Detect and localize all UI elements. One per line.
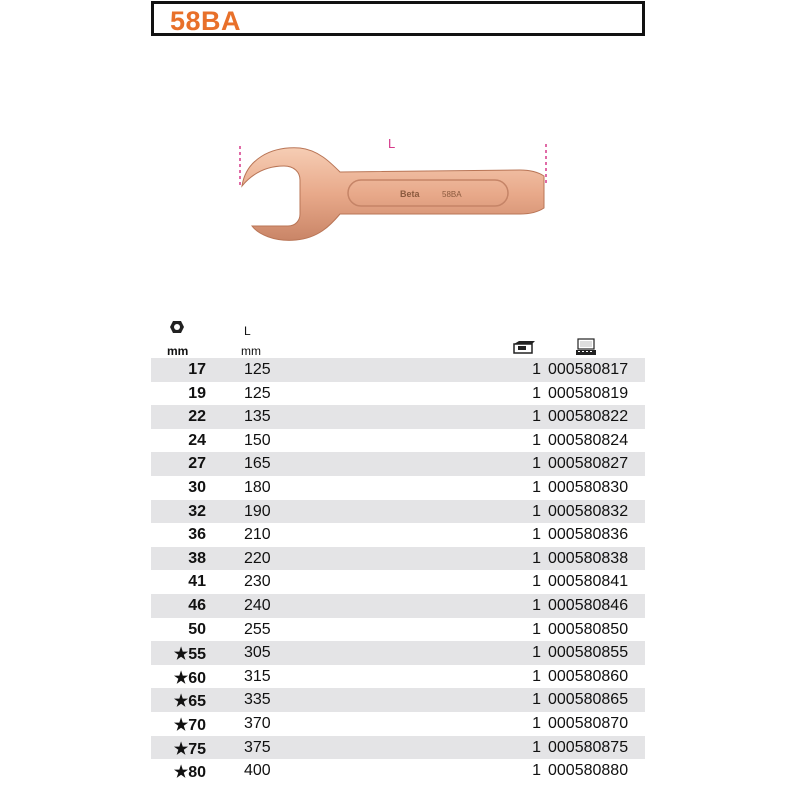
quantity-cell: 1 [532,408,541,426]
length-cell: 305 [244,644,271,662]
wrench-body [242,148,544,240]
size-cell: ★70 [173,716,206,734]
quantity-cell: 1 [532,478,541,496]
code-cell: 000580880 [548,762,629,780]
size-cell: 24 [188,431,206,449]
table-row [151,618,645,642]
size-cell: 36 [188,526,206,544]
length-cell: 125 [244,384,271,402]
size-cell: 19 [188,384,206,402]
size-cell: ★75 [173,740,206,758]
table-header [151,318,645,358]
table-row [151,712,645,736]
length-cell: 165 [244,455,271,473]
size-cell: 30 [188,478,206,496]
quantity-cell: 1 [532,502,541,520]
length-cell: 210 [244,526,271,544]
table-row [151,476,645,500]
size-cell: 38 [188,549,206,567]
title-box [151,1,645,36]
length-cell: 255 [244,620,271,638]
code-cell: 000580822 [548,408,629,426]
code-cell: 000580838 [548,549,629,567]
table-row [151,405,645,429]
length-cell: 150 [244,431,271,449]
table-row [151,688,645,712]
length-cell: 375 [244,738,271,756]
quantity-cell: 1 [532,526,541,544]
hex-nut-icon [169,320,185,337]
size-cell: ★55 [173,646,206,664]
code-cell: 000580836 [548,526,629,544]
quantity-cell: 1 [532,762,541,780]
code-cell: 000580841 [548,573,629,591]
length-cell: 125 [244,361,271,378]
computer-terminal-icon [575,338,597,359]
size-cell: ★80 [173,764,206,782]
code-cell: 000580819 [548,384,629,402]
quantity-cell: 1 [532,620,541,638]
table-row [151,594,645,618]
quantity-cell: 1 [532,549,541,567]
code-cell: 000580817 [548,361,629,378]
code-cell: 000580846 [548,596,629,614]
table-row [151,429,645,453]
quantity-cell: 1 [532,738,541,756]
quantity-cell: 1 [532,455,541,473]
code-cell: 000580832 [548,502,629,520]
code-cell: 000580870 [548,714,629,732]
size-cell: 46 [188,596,206,614]
length-cell: 315 [244,667,271,685]
code-cell: 000580875 [548,738,629,756]
length-unit: mm [241,344,261,358]
size-cell: 50 [188,620,206,638]
length-cell: 190 [244,502,271,520]
size-cell: 27 [188,455,206,473]
size-cell: 22 [188,408,206,426]
page-title: 58BA [170,6,242,36]
code-cell: 000580824 [548,431,629,449]
table-row [151,500,645,524]
size-cell: 32 [188,502,206,520]
length-label: L [244,324,251,338]
table-row [151,547,645,571]
dimension-label: L [388,136,396,151]
code-cell: 000580830 [548,478,629,496]
size-cell: ★65 [173,693,206,711]
table-row [151,452,645,476]
quantity-cell: 1 [532,667,541,685]
handle-model: 58BA [442,190,462,199]
quantity-cell: 1 [532,361,541,378]
length-cell: 180 [244,478,271,496]
length-cell: 370 [244,714,271,732]
handle-brand: Beta [400,189,420,199]
quantity-cell: 1 [532,644,541,662]
table-row [151,759,645,783]
size-cell: 41 [188,573,206,591]
table-row [151,382,645,406]
length-cell: 220 [244,549,271,567]
size-cell: 17 [188,361,206,378]
length-cell: 335 [244,691,271,709]
quantity-cell: 1 [532,384,541,402]
quantity-cell: 1 [532,714,541,732]
size-unit: mm [167,344,189,358]
quantity-cell: 1 [532,596,541,614]
length-cell: 240 [244,596,271,614]
table-row [151,523,645,547]
code-cell: 000580827 [548,455,629,473]
table-body [151,358,645,783]
length-cell: 230 [244,573,271,591]
size-cell: ★60 [173,669,206,687]
code-cell: 000580855 [548,644,629,662]
code-cell: 000580865 [548,691,629,709]
code-cell: 000580860 [548,667,629,685]
wrench-illustration [230,130,560,260]
spec-table [151,318,645,782]
table-row [151,358,645,382]
code-cell: 000580850 [548,620,629,638]
package-box-icon [513,340,535,357]
table-row [151,665,645,689]
table-row [151,570,645,594]
quantity-cell: 1 [532,691,541,709]
quantity-cell: 1 [532,573,541,591]
wrench-figure [230,130,560,260]
table-row [151,736,645,760]
length-cell: 135 [244,408,271,426]
quantity-cell: 1 [532,431,541,449]
length-cell: 400 [244,762,271,780]
table-row [151,641,645,665]
